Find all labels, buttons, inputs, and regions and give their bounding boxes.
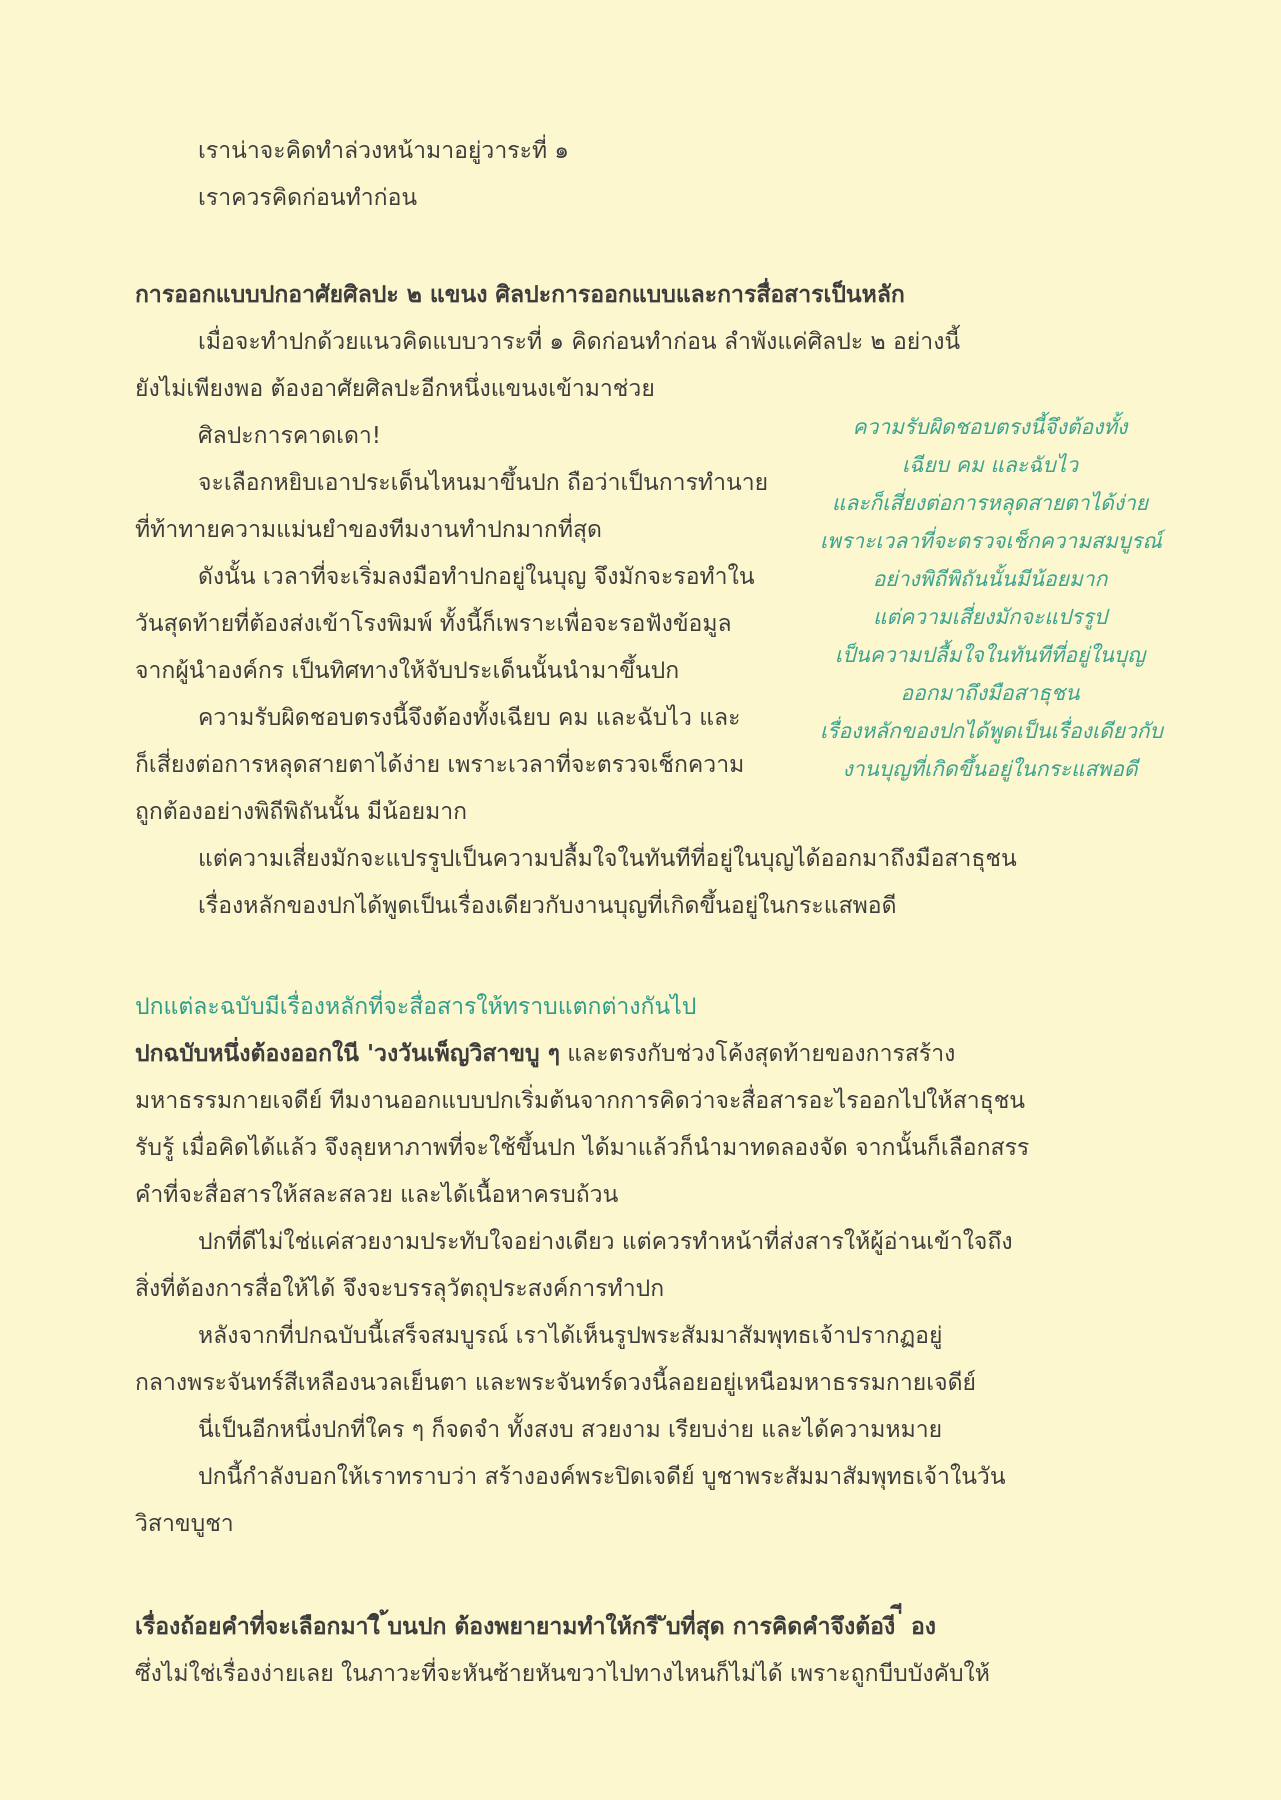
pull-quote-line: ความรับผิดชอบตรงนี้จึงต้องทั้ง [852, 415, 1128, 439]
pull-quote-line: ออกมาถึงมือสาธุชน [900, 681, 1080, 705]
body-line: คำที่จะสื่อสารให้สละสลวย และได้เนื้อหาครบถ้วน [135, 1182, 619, 1208]
pull-quote-line: เป็นความปลื้มใจในทันทีที่อยู่ในบุญ [834, 643, 1146, 667]
body-line: เรื่องหลักของปกได้พูดเป็นเรื่องเดียวกับงานบุญที่เกิดขึ้นอยู่ในกระแสพอดี [198, 893, 897, 919]
pull-quote-line: งานบุญที่เกิดขึ้นอยู่ในกระแสพอดี [842, 757, 1138, 781]
lead-in-bold: ปกฉบับหนึ่งต้องออกในี 'วงวันเพ็ญวิสาขบู ๆ [135, 1041, 560, 1067]
body-line: กลางพระจันทร์สีเหลืองนวลเย็นตา และพระจันทร์ดวงนี้ลอยอยู่เหนือมหาธรรมกายเจดีย์ [135, 1370, 977, 1396]
body-line: ปกนี้กำลังบอกให้เราทราบว่า สร้างองค์พระปิดเจดีย์ บูชาพระสัมมาสัมพุทธเจ้าในวัน [198, 1464, 1006, 1490]
body-line: สิ่งที่ต้องการสื่อให้ได้ จึงจะบรรลุวัตถุประสงค์การทำปก [135, 1276, 665, 1302]
section-heading: เรื่องถ้อยคำที่จะเลือกมาใี ้บนปก ต้องพยายามทำให้กรี ับที่สุด การคิดคำจึงต้องี ่ี อง [135, 1614, 937, 1640]
body-line: ถูกต้องอย่างพิถีพิถันนั้น มีน้อยมาก [135, 799, 468, 825]
body-line: ศิลปะการคาดเดา! [198, 423, 382, 449]
pull-quote-line: และก็เสี่ยงต่อการหลุดสายตาได้ง่าย [831, 491, 1149, 515]
body-line: ที่ท้าทายความแม่นยำของทีมงานทำปกมากที่สุด [135, 517, 602, 543]
pull-quote-line: เฉียบ คม และฉับไว [901, 453, 1079, 477]
body-line: ซึ่งไม่ใช่เรื่องง่ายเลย ในภาวะที่จะหันซ้ายหันขวาไปทางไหนก็ไม่ได้ เพราะถูกบีบบังคับให้ [135, 1661, 990, 1687]
body-line: แต่ความเสี่ยงมักจะแปรรูปเป็นความปลื้มใจในทันทีที่อยู่ในบุญได้ออกมาถึงมือสาธุชน [198, 846, 1017, 872]
body-line: เราน่าจะคิดทำล่วงหน้ามาอยู่วาระที่ ๑ [198, 138, 570, 164]
pull-quote [820, 408, 1163, 788]
pull-quote-line: เรื่องหลักของปกได้พูดเป็นเรื่องเดียวกับ [820, 719, 1163, 743]
pull-quote-line: แต่ความเสี่ยงมักจะแปรรูป [872, 605, 1108, 629]
body-line: จะเลือกหยิบเอาประเด็นไหนมาขึ้นปก ถือว่าเป็นการทำนาย [198, 470, 769, 496]
pull-quote-line: อย่างพิถีพิถันนั้นมีน้อยมาก [872, 567, 1108, 591]
body-line: หลังจากที่ปกฉบับนี้เสร็จสมบูรณ์ เราได้เห็นรูปพระสัมมาสัมพุทธเจ้าปรากฏอยู่ [198, 1323, 943, 1349]
body-line: มหาธรรมกายเจดีย์ ทีมงานออกแบบปกเริ่มต้นจากการคิดว่าจะสื่อสารอะไรออกไปให้สาธุชน [135, 1088, 1026, 1114]
body-line: ความรับผิดชอบตรงนี้จึงต้องทั้งเฉียบ คม และฉับไว และ [198, 705, 741, 731]
body-line: ดังนั้น เวลาที่จะเริ่มลงมือทำปกอยู่ในบุญ จึงมักจะรอทำใน [198, 564, 755, 590]
body-line: ยังไม่เพียงพอ ต้องอาศัยศิลปะอีกหนึ่งแขนงเข้ามาช่วย [135, 376, 655, 402]
body-text: และตรงกับช่วงโค้งสุดท้ายของการสร้าง [560, 1041, 956, 1067]
body-line: นี่เป็นอีกหนึ่งปกที่ใคร ๆ ก็จดจำ ทั้งสงบ สวยงาม เรียบง่าย และได้ความหมาย [198, 1417, 943, 1443]
body-line: เราควรคิดก่อนทำก่อน [198, 185, 418, 211]
section-heading-teal: ปกแต่ละฉบับมีเรื่องหลักที่จะสื่อสารให้ทราบแตกต่างกันไป [135, 994, 697, 1020]
pull-quote-line: เพราะเวลาที่จะตรวจเช็กความสมบูรณ์ [820, 529, 1162, 553]
body-line: รับรู้ เมื่อคิดได้แล้ว จึงลุยหาภาพที่จะใช้ขึ้นปก ได้มาแล้วก็นำมาทดลองจัด จากนั้นก็เลือกสรร [135, 1135, 1030, 1161]
body-line [135, 1031, 1005, 1077]
body-line: ปกที่ดีไม่ใช่แค่สวยงามประทับใจอย่างเดียว แต่ควรทำหน้าที่ส่งสารให้ผู้อ่านเข้าใจถึง [198, 1229, 1013, 1255]
body-line: วิสาขบูชา [135, 1511, 234, 1537]
body-line: จากผู้นำองค์กร เป็นทิศทางให้จับประเด็นนั้นนำมาขึ้นปก [135, 658, 680, 684]
section-heading: การออกแบบปกอาศัยศิลปะ ๒ แขนง ศิลปะการออกแบบและการสื่อสารเป็นหลัก [135, 282, 905, 308]
body-line: ก็เสี่ยงต่อการหลุดสายตาได้ง่าย เพราะเวลาที่จะตรวจเช็กความ [135, 752, 745, 778]
body-line: วันสุดท้ายที่ต้องส่งเข้าโรงพิมพ์ ทั้งนี้ก็เพราะเพื่อจะรอฟังข้อมูล [135, 611, 732, 637]
body-line: เมื่อจะทำปกด้วยแนวคิดแบบวาระที่ ๑ คิดก่อนทำก่อน ลำพังแค่ศิลปะ ๒ อย่างนี้ [198, 329, 961, 355]
